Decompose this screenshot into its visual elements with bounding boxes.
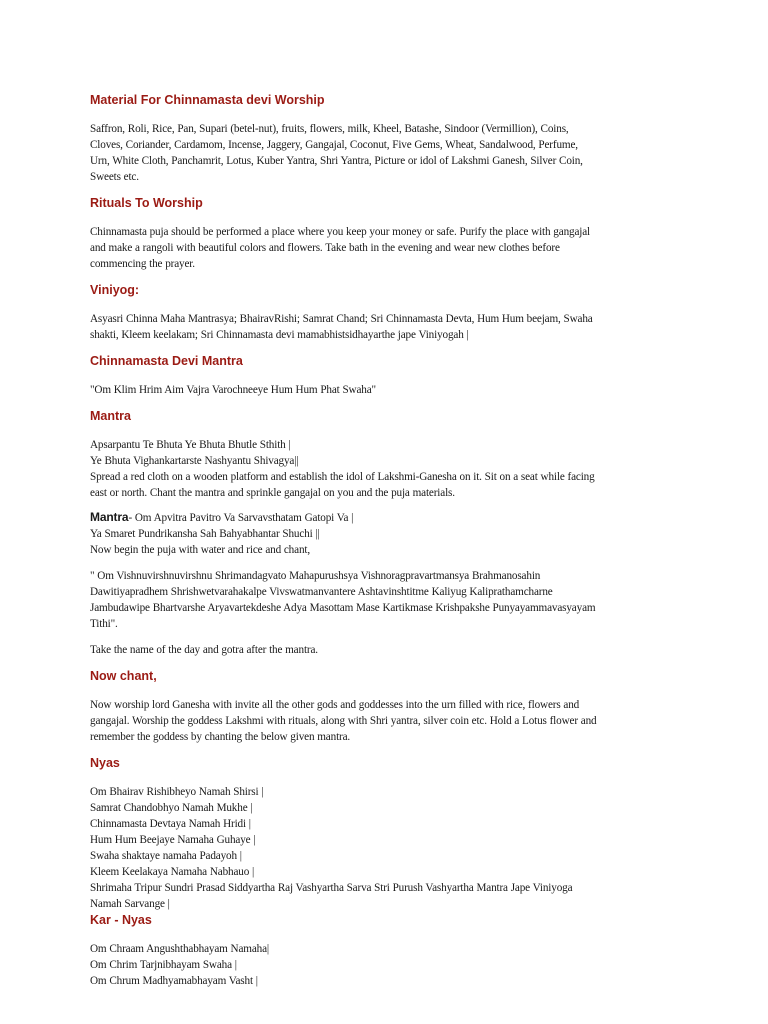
text-line: Swaha shaktaye namaha Padayoh | xyxy=(90,850,242,862)
text-line: Jambudawipe Bhartvarshe Aryavartekdeshe Adya Masottam Mase Kartikmase Krishpakshe Punyayammavasyayam xyxy=(90,602,596,614)
text-line: Urn, White Cloth, Panchamrit, Lotus, Kuber Yantra, Shri Yantra, Picture or idol of Lakshmi Ganesh, Silver Coin, xyxy=(90,155,583,167)
heading-material: Material For Chinnamasta devi Worship xyxy=(90,93,325,107)
inline-mantra-label: Mantra xyxy=(90,510,129,524)
text-line: Apsarpantu Te Bhuta Ye Bhuta Bhutle Sthith | xyxy=(90,439,291,451)
paragraph-material xyxy=(90,121,680,185)
heading-devi-mantra: Chinnamasta Devi Mantra xyxy=(90,354,243,368)
text-line: Ya Smaret Pundrikansha Sah Bahyabhantar Shuchi || xyxy=(90,528,320,540)
text-line: Take the name of the day and gotra after the mantra. xyxy=(90,644,318,656)
text-line: shakti, Kleem keelakam; Sri Chinnamasta devi mamabhistsidhayarthe jape Viniyogah | xyxy=(90,329,469,341)
text-line: " Om Vishnuvirshnuvirshnu Shrimandagvato Mahapurushsya Vishnoragpravartmansya Brahmanosahin xyxy=(90,570,541,582)
heading-kar-nyas: Kar - Nyas xyxy=(90,913,152,927)
text-line: Samrat Chandobhyo Namah Mukhe | xyxy=(90,802,253,814)
text-line: Now worship lord Ganesha with invite all the other gods and goddesses into the urn filled with rice, flowers and xyxy=(90,699,580,711)
text-line: Namah Sarvange | xyxy=(90,898,170,910)
text-line: and make a rangoli with beautiful colors and flowers. Take bath in the evening and wear new clothes before xyxy=(90,242,560,254)
heading-viniyog: Viniyog: xyxy=(90,283,140,297)
paragraph-mantra-note xyxy=(90,642,680,658)
text-line: commencing the prayer. xyxy=(90,258,195,270)
text-line: remember the goddess by chanting the below given mantra. xyxy=(90,731,351,743)
paragraph-devi-mantra xyxy=(90,382,680,398)
document-content xyxy=(90,92,680,989)
paragraph-kar-nyas xyxy=(90,941,680,989)
paragraph-mantra-apvitra xyxy=(90,509,680,558)
text-line: Shrimaha Tripur Sundri Prasad Siddyartha Raj Vashyartha Sarva Stri Purush Vashyartha Mantra Jape Viniyoga xyxy=(90,882,573,894)
text-line: Tithi". xyxy=(90,618,118,630)
paragraph-mantra-quote xyxy=(90,568,680,632)
text-line: Asyasri Chinna Maha Mantrasya; BhairavRishi; Samrat Chand; Sri Chinnamasta Devta, Hum Hum beejam, Swaha xyxy=(90,313,593,325)
text-line xyxy=(90,509,680,526)
text-line: Om Bhairav Rishibheyo Namah Shirsi | xyxy=(90,786,264,798)
heading-rituals: Rituals To Worship xyxy=(90,196,203,210)
text-line: Now begin the puja with water and rice and chant, xyxy=(90,544,310,556)
text-line: Sweets etc. xyxy=(90,171,139,183)
text-line: Spread a red cloth on a wooden platform and establish the idol of Lakshmi-Ganesha on it. Sit on a seat while facing xyxy=(90,471,595,483)
text-line: Hum Hum Beejaye Namaha Guhaye | xyxy=(90,834,256,846)
text-line: Chinnamasta puja should be performed a place where you keep your money or safe. Purify the place with gangajal xyxy=(90,226,590,238)
paragraph-rituals xyxy=(90,224,680,272)
heading-nyas: Nyas xyxy=(90,756,120,770)
text-line: east or north. Chant the mantra and sprinkle gangajal on you and the puja materials. xyxy=(90,487,455,499)
paragraph-viniyog xyxy=(90,311,680,343)
text-line: Cloves, Coriander, Cardamom, Incense, Jaggery, Gangajal, Coconut, Five Gems, Wheat, Sandalwood, Perfume, xyxy=(90,139,578,151)
text-line: Kleem Keelakaya Namaha Nabhauo | xyxy=(90,866,255,878)
text-line: Chinnamasta Devtaya Namah Hridi | xyxy=(90,818,251,830)
text-line: "Om Klim Hrim Aim Vajra Varochneeye Hum Hum Phat Swaha" xyxy=(90,384,376,396)
text-line: Om Chraam Angushthabhayam Namaha| xyxy=(90,943,270,955)
inline-mantra-text: - Om Apvitra Pavitro Va Sarvavsthatam Gatopi Va | xyxy=(128,512,354,524)
text-line: Om Chrim Tarjnibhayam Swaha | xyxy=(90,959,237,971)
text-line: Saffron, Roli, Rice, Pan, Supari (betel-nut), fruits, flowers, milk, Kheel, Batashe, Sindoor (Vermillion), Coins, xyxy=(90,123,569,135)
heading-mantra: Mantra xyxy=(90,409,131,423)
text-line: Ye Bhuta Vighankartarste Nashyantu Shivagya|| xyxy=(90,455,299,467)
text-line: gangajal. Worship the goddess Lakshmi with rituals, along with Shri yantra, silver coin etc. Hold a Lotus flower and xyxy=(90,715,597,727)
paragraph-nyas xyxy=(90,784,680,912)
heading-now-chant: Now chant, xyxy=(90,669,157,683)
paragraph-now-chant xyxy=(90,697,680,745)
paragraph-mantra xyxy=(90,437,680,501)
text-line: Om Chrum Madhyamabhayam Vasht | xyxy=(90,975,258,987)
text-line: Dawitiyapradhem Shrishwetvarahakalpe Vivswatmanvantere Ashtavinshtitme Kaliyug Kaliprathamcharne xyxy=(90,586,553,598)
